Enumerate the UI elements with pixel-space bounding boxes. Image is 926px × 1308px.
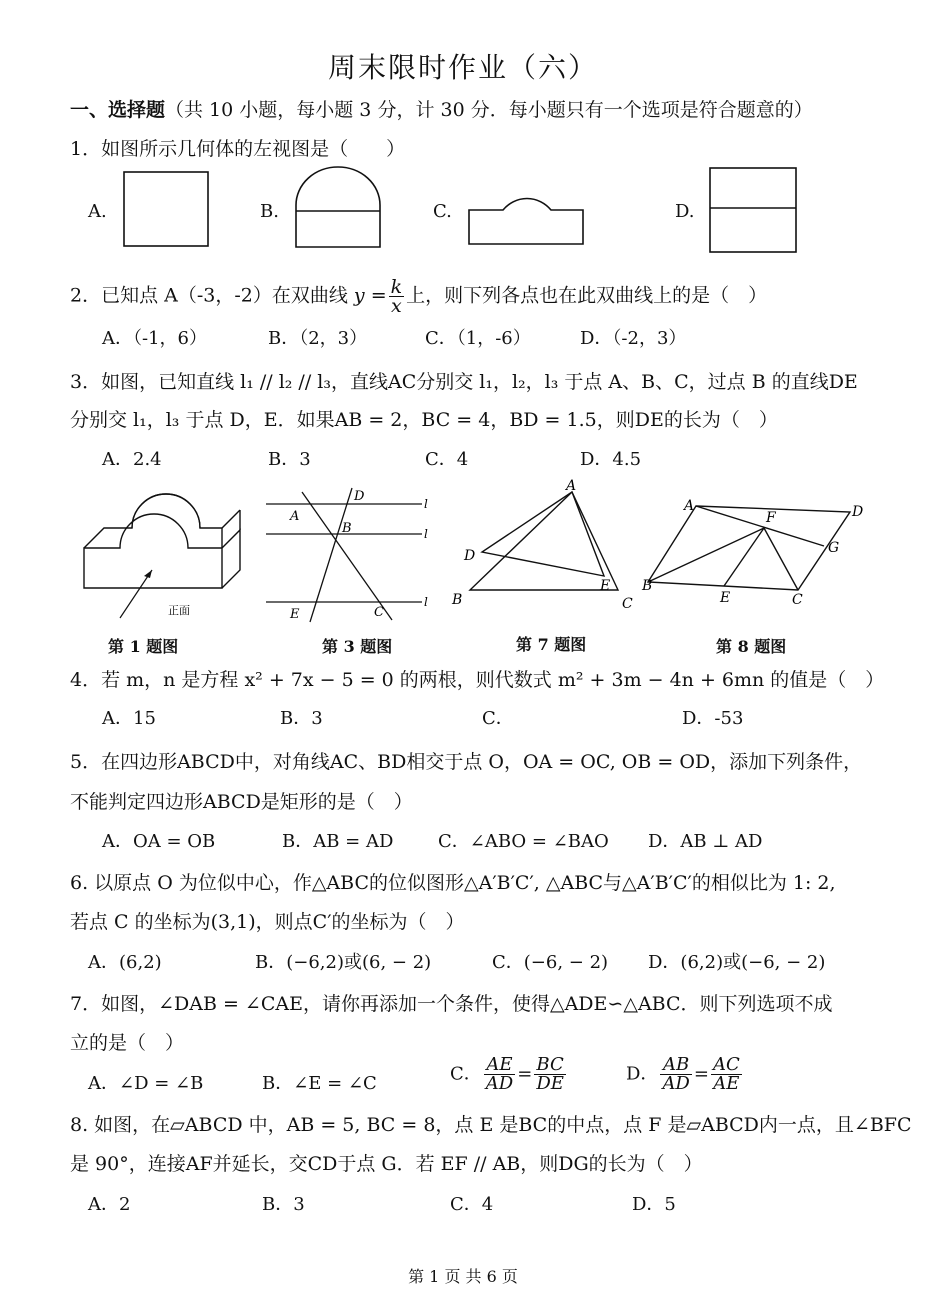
fig3-caption: 第 3 题图	[322, 637, 393, 656]
fig7-label-b: B	[452, 592, 463, 608]
fig8-caption: 第 8 题图	[716, 637, 787, 656]
q7-line2: 立的是（ ）	[70, 1032, 185, 1054]
q1-stem: 1．如图所示几何体的左视图是（ ）	[70, 138, 406, 160]
q5-line2: 不能判定四边形ABCD是矩形的是（ ）	[70, 791, 413, 813]
fig3-label-e: E	[290, 607, 300, 622]
q1-option-d-figure	[708, 166, 800, 256]
q2-eq-y: y =	[353, 284, 387, 307]
q8-line2: 是 90°，连接AF并延长，交CD于点 G．若 EF // AB，则DG的长为（ ）	[70, 1153, 703, 1175]
q7-c-den1: AD	[485, 1073, 514, 1094]
q6-option-d: D．(6,2)或(−6, − 2)	[648, 952, 826, 973]
q7-c-num2: BC	[534, 1056, 566, 1075]
q8-line1: 8. 如图，在▱ABCD 中，AB = 5, BC = 8，点 E 是BC的中点，点 F 是▱ABCD内一点，且∠BFC	[70, 1114, 912, 1136]
fig3-label-a: A	[290, 509, 300, 524]
q2-stem	[70, 278, 767, 315]
q3-line2: 分别交 l₁，l₃ 于点 D，E．如果AB = 2，BC = 4，BD = 1.5，则DE的长为（ ）	[70, 409, 778, 431]
q8-option-d: D．5	[632, 1194, 676, 1215]
q1-option-a-figure	[122, 170, 212, 250]
q5-line1: 5．在四边形ABCD中，对角线AC、BD相交于点 O，OA = OC, OB = OD，添加下列条件，	[70, 751, 863, 773]
fig7-caption: 第 7 题图	[516, 635, 587, 654]
q6-line1: 6. 以原点 O 为位似中心，作△ABC的位似图形△A′B′C′, △ABC与△A′B′C′的相似比为 1: 2,	[70, 872, 836, 894]
fig8-label-a: A	[684, 498, 695, 514]
q1-option-b-figure	[294, 165, 384, 255]
q7-option-d-label: D．	[626, 1063, 659, 1085]
q7-c-den2: DE	[536, 1073, 564, 1094]
q7-d-num2: AC	[712, 1054, 740, 1075]
q7-option-d-frac1	[660, 1056, 691, 1093]
q1-option-c-figure	[467, 170, 587, 250]
q7-option-d-frac2	[711, 1056, 742, 1093]
fig7-label-e: E	[600, 578, 611, 594]
q7-d-den1: AD	[662, 1073, 690, 1094]
q4-option-b: B．3	[280, 708, 323, 729]
section-heading	[70, 98, 813, 122]
q2-stem-pre: 2．已知点 A（-3，-2）在双曲线	[70, 284, 348, 307]
q8-option-b: B．3	[262, 1194, 305, 1215]
fig1-caption: 第 1 题图	[108, 637, 179, 656]
q2-option-a: A．（-1，6）	[102, 328, 207, 349]
fig3-label-d: D	[354, 489, 365, 504]
q7-line1: 7．如图，∠DAB = ∠CAE，请你再添加一个条件，使得△ADE∽△ABC．则下列选项不成	[70, 993, 833, 1015]
q3-option-b: B．3	[268, 449, 311, 470]
q2-stem-post: 上，则下列各点也在此双曲线上的是（ ）	[406, 284, 768, 307]
fig8-label-c: C	[792, 592, 803, 608]
q3-option-c: C．4	[425, 449, 469, 470]
figure-8	[640, 492, 880, 612]
q7-option-d	[626, 1056, 744, 1093]
q7-option-c-frac2	[534, 1056, 566, 1093]
q4-stem: 4．若 m，n 是方程 x² + 7x − 5 = 0 的两根，则代数式 m² + 3m − 4n + 6mn 的值是（ ）	[70, 669, 885, 691]
fig3-label-l3: l	[424, 595, 428, 609]
q4-option-a: A．15	[102, 708, 156, 729]
q6-option-c: C．(−6, − 2)	[492, 952, 609, 973]
figure-3	[262, 484, 432, 624]
page-title: 周末限时作业（六）	[327, 51, 598, 84]
section-note: （共 10 小题，每小题 3 分，计 30 分．每小题只有一个选项是符合题意的）	[165, 99, 813, 121]
q4-option-c: C．	[482, 708, 514, 729]
q8-option-c: C．4	[450, 1194, 494, 1215]
q2-option-d: D．（-2，3）	[580, 328, 687, 349]
figure-7	[452, 480, 632, 620]
figure-1	[80, 486, 250, 626]
fig8-label-b: B	[642, 578, 653, 594]
fig3-label-l2: l	[424, 527, 428, 541]
q7-c-eq: =	[517, 1063, 533, 1085]
fig3-label-c: C	[374, 605, 384, 620]
q4-option-d: D．-53	[682, 708, 744, 729]
q2-option-c: C．（1，-6）	[425, 328, 531, 349]
q5-option-d: D．AB ⊥ AD	[648, 831, 763, 852]
q6-option-b: B．(−6,2)或(6, − 2)	[255, 952, 432, 973]
fig1-front-label: 正面	[168, 604, 190, 617]
q8-option-a: A．2	[88, 1194, 131, 1215]
q7-d-den2: AE	[713, 1073, 740, 1094]
fig8-label-f: F	[766, 510, 776, 526]
page-footer: 第 1 页 共 6 页	[408, 1267, 518, 1286]
q3-line1: 3．如图，已知直线 l₁ // l₂ // l₃，直线AC分别交 l₁，l₂，l₃ 于点 A、B、C，过点 B 的直线DE	[70, 371, 858, 393]
q7-option-c-frac1	[484, 1056, 515, 1093]
q5-option-a: A．OA = OB	[102, 831, 216, 852]
q3-option-a: A．2.4	[102, 449, 162, 470]
fig7-label-a: A	[566, 478, 577, 494]
q1-option-a: A.	[88, 201, 107, 222]
q7-option-b: B．∠E = ∠C	[262, 1073, 377, 1094]
q6-option-a: A．(6,2)	[88, 952, 162, 973]
q2-frac-num: k	[390, 276, 403, 298]
q2-option-b: B．（2，3）	[268, 328, 368, 349]
q6-line2: 若点 C 的坐标为(3,1)，则点C′的坐标为（ ）	[70, 911, 465, 933]
q7-d-eq: =	[693, 1063, 709, 1085]
fig8-label-g: G	[828, 540, 840, 556]
q7-option-a: A．∠D = ∠B	[88, 1073, 204, 1094]
fig7-label-c: C	[622, 596, 633, 612]
q1-option-d: D.	[675, 201, 695, 222]
fig3-label-b: B	[342, 521, 352, 536]
fig8-label-e: E	[720, 590, 731, 606]
q2-frac-den: x	[391, 295, 402, 317]
q7-d-num1: AB	[660, 1056, 691, 1075]
q5-option-b: B．AB = AD	[282, 831, 394, 852]
q2-fraction	[389, 278, 405, 315]
q1-option-c: C.	[433, 201, 452, 222]
q1-option-b: B.	[260, 201, 279, 222]
fig3-label-l1: l	[424, 497, 428, 511]
q7-option-c	[450, 1056, 568, 1093]
q3-option-d: D．4.5	[580, 449, 642, 470]
q7-c-num1: AE	[484, 1056, 515, 1075]
q5-option-c: C．∠ABO = ∠BAO	[438, 831, 609, 852]
fig7-label-d: D	[464, 548, 476, 564]
fig8-label-d: D	[852, 504, 864, 520]
section-label: 一、选择题	[70, 99, 166, 121]
q7-option-c-label: C．	[450, 1063, 482, 1085]
